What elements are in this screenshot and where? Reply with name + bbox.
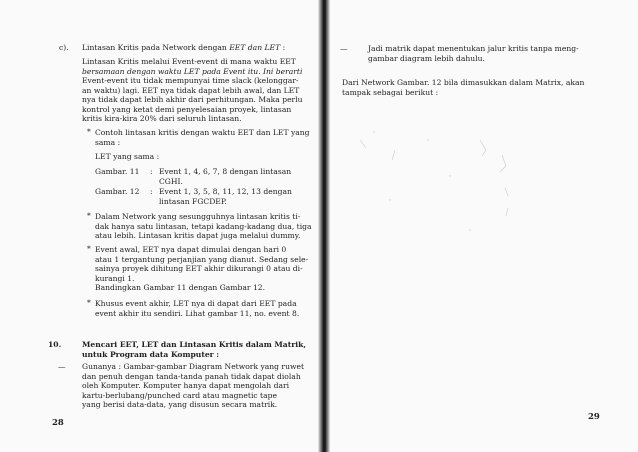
bullet-line: Dalam Network yang sesungguhnya lintasan kritis ti- (95, 212, 301, 221)
example-row-colon: : (150, 187, 153, 196)
section-c-line: kontrol yang ketat demi penyelesaian proyek, lintasan (82, 104, 292, 114)
section-c-line: bersamaan dengan waktu LET pada Event itu. Ini berarti (82, 66, 303, 76)
intro-line: gambar diagram lebih dahulu. (368, 53, 485, 63)
bullet-line: Event awal, EET nya dapat dimulai dengan hari 0 (95, 245, 287, 254)
bleed-through-marks (330, 0, 638, 452)
book-spine (318, 0, 330, 452)
example-row-colon: : (150, 167, 153, 176)
example-line: sama : (95, 137, 121, 147)
section-10-line: kartu-berlubang/punched card atau magnetic tape (82, 390, 277, 400)
example-row-label: Gambar. 11 (95, 167, 140, 176)
section-10-dash: — (58, 362, 66, 371)
example-row-text: lintasan FGCDEP. (159, 196, 227, 206)
bullet-line: Bandingkan Gambar 11 dengan Gambar 12. (95, 283, 266, 292)
section-10-heading: untuk Program data Komputer : (82, 349, 220, 359)
example-row-text: CGHI. (159, 176, 183, 186)
example-line: Contoh lintasan kritis dengan waktu EET dan LET yang (95, 128, 310, 137)
bullet-line: event akhir itu sendiri. Lihat gambar 11, no. event 8. (95, 308, 300, 318)
left-page (0, 0, 318, 452)
section-c-line: an waktu) lagi. EET nya tidak dapat lebih awal, dan LET (82, 85, 300, 95)
example-row-text: Event 1, 3, 5, 8, 11, 12, 13 dengan (159, 187, 292, 196)
bullet-mark: * (87, 211, 91, 220)
section-c-line: Event-event itu tidak mempunyai time slack (kelonggar- (82, 76, 299, 85)
bullet-line: dak hanya satu lintasan, tetapi kadang-kadang dua, tiga (95, 221, 312, 231)
example-same-label: LET yang sama : (95, 152, 160, 161)
right-page (330, 0, 638, 452)
section-c-line: Lintasan Kritis melalui Event-event di mana waktu EET (82, 57, 296, 66)
bullet-mark: * (87, 298, 91, 307)
section-c-line: kritis kira-kira 20% dari seluruh lintasan. (82, 114, 242, 123)
paragraph-line: tampak sebagai berikut : (342, 87, 439, 97)
example-row-text: Event 1, 4, 6, 7, 8 dengan lintasan (159, 167, 292, 176)
paragraph-line: Dari Network Gambar. 12 bila dimasukkan dalam Matrix, akan (342, 78, 585, 87)
section-c-label: c). (59, 43, 69, 52)
bullet-line: atau 1 tergantung perjanjian yang dianut. Sedang sele- (95, 254, 309, 264)
bullet-mark: * (87, 127, 91, 136)
section-c-heading: Lintasan Kritis pada Network dengan EET dan LET : (82, 43, 286, 52)
section-10-line: dan penuh dengan tanda-tanda panah tidak dapat diolah (82, 371, 301, 381)
intro-dash: — (340, 44, 348, 53)
bullet-line: atau lebih. Lintasan kritis dapat juga melalui dummy. (95, 231, 301, 240)
bullet-line: kurangi 1. (95, 273, 135, 283)
bullet-line: Khusus event akhir, LET nya di dapat dari EET pada (95, 299, 297, 308)
section-10-line: yang berisi data-data, yang disusun secara matrik. (82, 400, 278, 409)
bullet-line: sainya proyek dihitung EET akhir dikurangi 0 atau di- (95, 264, 303, 273)
section-10-line: Gunanya : Gambar-gambar Diagram Network yang ruwet (82, 362, 305, 371)
section-c-line: nya tidak dapat lebih akhir dari perhitungan. Maka perlu (82, 95, 303, 104)
page-number: 28 (52, 418, 64, 428)
section-10-number: 10. (48, 340, 62, 349)
bullet-mark: * (87, 244, 91, 253)
page-number: 29 (588, 412, 600, 422)
section-10-line: oleh Komputer. Komputer hanya dapat mengolah dari (82, 381, 290, 390)
intro-line: Jadi matrik dapat menentukan jalur kritis tanpa meng- (368, 44, 579, 53)
example-row-label: Gambar. 12 (95, 187, 140, 196)
section-10-heading: Mencari EET, LET dan Lintasan Kritis dalam Matrik, (82, 340, 306, 349)
